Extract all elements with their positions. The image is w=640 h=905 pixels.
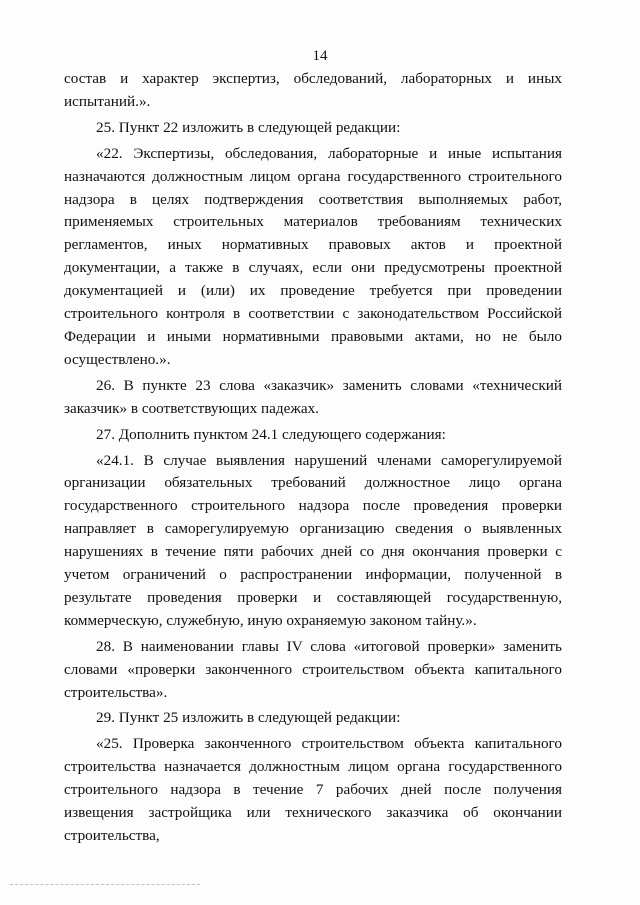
paragraph-quote-25: «25. Проверка законченного строительством объекта капитального строительства назначается должностным лицом органа государственного строительного надзора в течение 7 рабочих дней после получения извещения застройщика или технического заказчика об окончании строительства,	[64, 735, 562, 844]
paragraph-quote-24-1: «24.1. В случае выявления нарушений членами саморегулируемой организации обязательных требований должностное лицо органа государственного строительного надзора после проведения проверки направляет в саморегулируемую организацию сведения о выявленных нарушениях в течение пяти рабочих дней со дня окончания проверки с учетом ограничений о распространении информации, полученной в результате проведения проверки и составляющей государственную, коммерческую, служебную, иную охраняемую законом тайну.».	[64, 451, 562, 629]
paragraph-item-29: 29. Пункт 25 изложить в следующей редакции:	[96, 709, 401, 727]
paragraph-item-28: 28. В наименовании главы IV слова «итоговой проверки» заменить словами «проверки законченного строительством объекта капитального строительства».	[64, 637, 562, 701]
paragraph-item-27: 27. Дополнить пунктом 24.1 следующего содержания:	[96, 425, 446, 443]
paragraph-continuation: состав и характер экспертиз, обследований, лабораторных и иных испытаний.».	[64, 70, 562, 110]
document-body	[64, 68, 562, 848]
paragraph-quote-22: «22. Экспертизы, обследования, лабораторные и иные испытания назначаются должностным лицом органа государственного строительного надзора в целях подтверждения соответствия выполняемых работ, применяемых строительных материалов требованиям технических регламентов, иных нормативных правовых актов и проектной документации, а также в случаях, если они предусмотрены проектной документацией и (или) их проведение требуется при проведении строительного контроля в соответствии с законодательством Российской Федерации и иными нормативными правовыми актами, но не было осуществлено.».	[64, 144, 562, 368]
paragraph-item-25: 25. Пункт 22 изложить в следующей редакции:	[96, 118, 401, 136]
paragraph-item-26: 26. В пункте 23 слова «заказчик» заменить словами «технический заказчик» в соответствующих падежах.	[64, 376, 562, 417]
scan-artifact	[10, 884, 200, 887]
page-number: 14	[312, 48, 328, 64]
